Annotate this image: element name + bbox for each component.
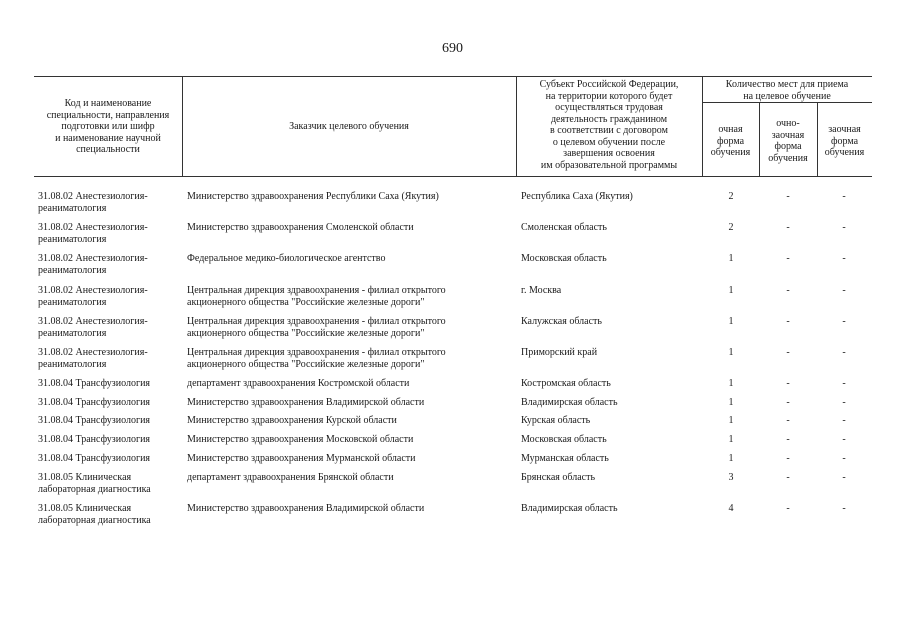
distance-count: - [842, 434, 846, 445]
full-time-count: 2 [728, 222, 734, 233]
specialty-cell-line: 31.08.02 Анестезиология- [38, 316, 148, 327]
specialty-cell [38, 316, 183, 339]
specialty-cell-line: реаниматология [38, 202, 107, 214]
header-line: обучения [710, 147, 751, 158]
customer-cell-line: Министерство здравоохранения Курской области [187, 415, 397, 426]
header-line: им образовательной программы [540, 159, 678, 171]
specialty-cell-line: лабораторная диагностика [38, 483, 151, 495]
customer-cell [187, 347, 517, 370]
header-bottom-rule [34, 176, 872, 177]
part-time-count: - [786, 253, 790, 264]
distance-count: - [842, 285, 846, 296]
full-time-count: 1 [728, 415, 734, 426]
customer-cell-line: акционерного общества "Российские железные дороги" [187, 296, 425, 308]
region-cell: Владимирская область [521, 397, 618, 408]
header-customer: Заказчик целевого обучения [289, 121, 409, 132]
customer-cell [187, 472, 517, 484]
region-cell: Московская область [521, 434, 607, 445]
specialty-cell-line: 31.08.02 Анестезиология- [38, 285, 148, 296]
header-line: и наименование научной [55, 132, 161, 144]
header-line: специальности, направления [46, 109, 170, 121]
customer-cell-line: Министерство здравоохранения Смоленской области [187, 222, 414, 233]
specialty-cell-line: 31.08.04 Трансфузиология [38, 453, 151, 464]
full-time-count: 4 [728, 503, 734, 514]
region-cell: г. Москва [521, 285, 562, 296]
specialty-cell-line: 31.08.05 Клиническая [38, 472, 132, 483]
customer-cell [187, 316, 517, 339]
specialty-cell-line: 31.08.02 Анестезиология- [38, 222, 148, 233]
full-time-count: 3 [728, 472, 734, 483]
part-time-count: - [786, 285, 790, 296]
region-cell: Владимирская область [521, 503, 618, 514]
specialty-cell [38, 503, 183, 526]
specialty-cell-line: реаниматология [38, 264, 107, 276]
customer-cell [187, 453, 517, 465]
customer-cell [187, 503, 517, 515]
part-time-count: - [786, 191, 790, 202]
part-time-count: - [786, 503, 790, 514]
header-line: Код и наименование [64, 98, 152, 109]
header-distance [817, 124, 872, 159]
customer-cell-line: Министерство здравоохранения Мурманской области [187, 453, 416, 464]
part-time-count: - [786, 378, 790, 389]
customer-cell-line: департамент здравоохранения Брянской области [187, 472, 394, 483]
part-time-count: - [786, 397, 790, 408]
specialty-cell-line: 31.08.04 Трансфузиология [38, 434, 151, 445]
table-top-rule [34, 76, 872, 77]
distance-count: - [842, 222, 846, 233]
specialty-cell-line: 31.08.05 Клиническая [38, 503, 132, 514]
region-cell: Приморский край [521, 347, 598, 358]
header-line: заочная [828, 124, 861, 135]
part-time-count: - [786, 472, 790, 483]
header-full-time [702, 124, 759, 159]
specialty-cell-line: 31.08.04 Трансфузиология [38, 397, 151, 408]
distance-count: - [842, 472, 846, 483]
specialty-cell [38, 434, 183, 446]
region-cell: Калужская область [521, 316, 602, 327]
specialty-cell [38, 191, 183, 214]
header-line: на территории которого будет [545, 90, 673, 102]
header-region [516, 79, 702, 171]
header-line: на целевое обучение [743, 90, 831, 102]
distance-count: - [842, 503, 846, 514]
header-line: в соответствии с договором [550, 125, 668, 136]
header-line: заочная [771, 129, 805, 141]
specialty-cell [38, 378, 183, 390]
full-time-count: 1 [728, 397, 734, 408]
specialty-cell-line: 31.08.02 Анестезиология- [38, 253, 148, 264]
quota-subheader-rule [702, 102, 872, 103]
full-time-count: 1 [728, 347, 734, 358]
header-quota [702, 79, 872, 102]
customer-cell-line: акционерного общества "Российские железные дороги" [187, 358, 425, 370]
distance-count: - [842, 191, 846, 202]
header-line: форма [830, 135, 859, 147]
header-part-time [759, 118, 817, 164]
customer-cell-line: Министерство здравоохранения Владимирской области [187, 503, 425, 514]
header-line: форма [774, 141, 802, 152]
distance-count: - [842, 397, 846, 408]
header-line: обучения [768, 152, 808, 164]
part-time-count: - [786, 453, 790, 464]
page-number: 690 [442, 41, 463, 56]
specialty-cell [38, 285, 183, 308]
region-cell: Смоленская область [521, 222, 607, 233]
specialty-cell-line: 31.08.04 Трансфузиология [38, 415, 151, 426]
specialty-cell [38, 472, 183, 495]
distance-count: - [842, 316, 846, 327]
distance-count: - [842, 347, 846, 358]
distance-count: - [842, 415, 846, 426]
full-time-count: 1 [728, 434, 734, 445]
distance-count: - [842, 253, 846, 264]
region-cell: Брянская область [521, 472, 596, 483]
specialty-cell [38, 253, 183, 276]
header-line: Количество мест для приема [725, 79, 849, 90]
customer-cell-line: Центральная дирекция здравоохранения - филиал открытого [187, 347, 446, 358]
region-cell: Мурманская область [521, 453, 609, 464]
specialty-cell-line: реаниматология [38, 233, 107, 245]
specialty-cell-line: 31.08.02 Анестезиология- [38, 191, 148, 202]
header-line: завершения освоения [563, 148, 655, 159]
region-cell: Костромская область [521, 378, 611, 389]
full-time-count: 1 [728, 285, 734, 296]
distance-count: - [842, 453, 846, 464]
customer-cell-line: Центральная дирекция здравоохранения - филиал открытого [187, 285, 446, 296]
customer-cell [187, 434, 517, 446]
specialty-cell-line: реаниматология [38, 296, 107, 308]
header-line: подготовки или шифр [61, 121, 155, 132]
customer-cell [187, 285, 517, 308]
header-specialty [34, 98, 182, 156]
specialty-cell-line: 31.08.04 Трансфузиология [38, 378, 151, 389]
specialty-cell-line: лабораторная диагностика [38, 514, 151, 526]
full-time-count: 2 [728, 191, 734, 202]
full-time-count: 1 [728, 316, 734, 327]
part-time-count: - [786, 316, 790, 327]
specialty-cell [38, 415, 183, 427]
customer-cell [187, 222, 517, 234]
specialty-cell [38, 222, 183, 245]
full-time-count: 1 [728, 453, 734, 464]
customer-cell-line: Министерство здравоохранения Московской области [187, 434, 414, 445]
header-line: о целевом обучении после [552, 136, 666, 148]
customer-cell-line: Центральная дирекция здравоохранения - филиал открытого [187, 316, 446, 327]
region-cell: Московская область [521, 253, 607, 264]
header-line: обучения [824, 147, 865, 158]
full-time-count: 1 [728, 253, 734, 264]
customer-cell [187, 415, 517, 427]
specialty-cell [38, 397, 183, 409]
part-time-count: - [786, 415, 790, 426]
part-time-count: - [786, 222, 790, 233]
customer-cell [187, 191, 517, 203]
distance-count: - [842, 378, 846, 389]
part-time-count: - [786, 434, 790, 445]
customer-cell-line: Министерство здравоохранения Владимирской области [187, 397, 425, 408]
specialty-cell [38, 347, 183, 370]
specialty-cell-line: реаниматология [38, 358, 107, 370]
header-line: очная [718, 124, 743, 135]
full-time-count: 1 [728, 378, 734, 389]
customer-cell-line: Федеральное медико-биологическое агентство [187, 253, 386, 264]
part-time-count: - [786, 347, 790, 358]
customer-cell [187, 253, 517, 265]
header-line: очно- [776, 118, 800, 129]
header-line: форма [716, 135, 745, 147]
region-cell: Республика Саха (Якутия) [521, 191, 633, 202]
customer-cell-line: Министерство здравоохранения Республики Саха (Якутия) [187, 191, 439, 202]
customer-cell-line: акционерного общества "Российские железные дороги" [187, 327, 425, 339]
customer-cell [187, 378, 517, 390]
header-line: Субъект Российской Федерации, [539, 79, 679, 90]
header-line: деятельность гражданином [550, 113, 668, 125]
customer-cell [187, 397, 517, 409]
specialty-cell-line: реаниматология [38, 327, 107, 339]
header-line: осуществляться трудовая [555, 102, 663, 113]
region-cell: Курская область [521, 415, 591, 426]
header-line: специальности [76, 144, 140, 155]
specialty-cell-line: 31.08.02 Анестезиология- [38, 347, 148, 358]
specialty-cell [38, 453, 183, 465]
customer-cell-line: департамент здравоохранения Костромской области [187, 378, 410, 389]
